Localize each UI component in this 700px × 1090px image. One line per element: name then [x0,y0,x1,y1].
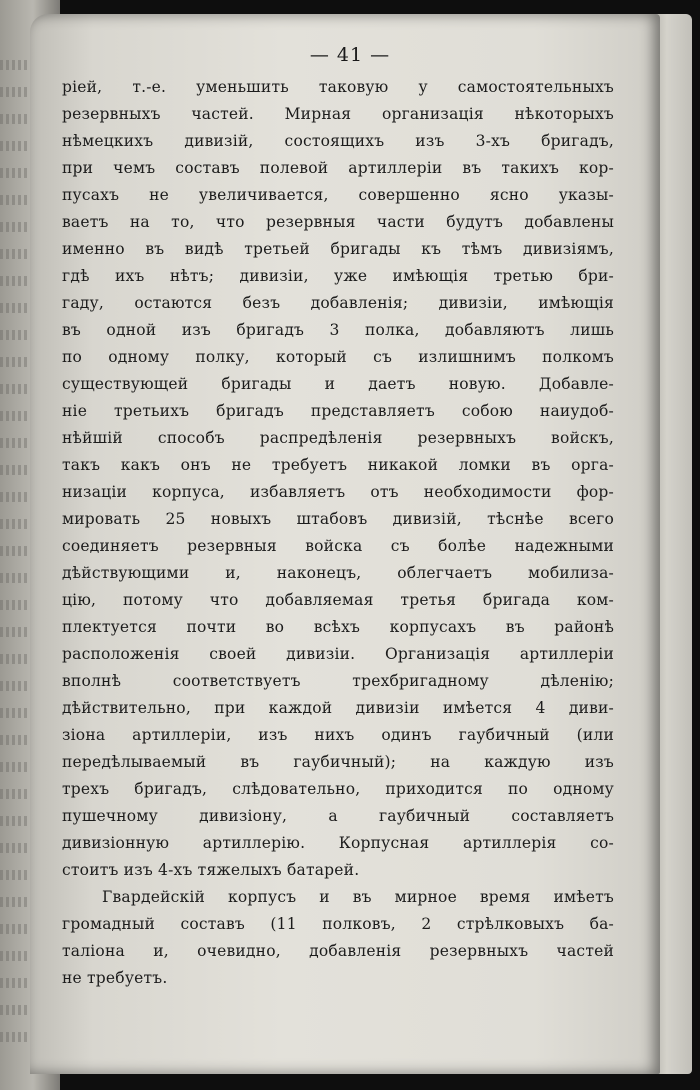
text-line: низаціи корпуса, избавляетъ отъ необходимости фор- [62,483,614,501]
text-line: нѣйшій способъ распредѣленія резервныхъ войскъ, [62,429,614,447]
text-line: громадный составъ (11 полковъ, 2 стрѣлковыхъ ба- [62,915,614,933]
text-line: пушечному дивизіону, а гаубичный составляетъ [62,807,614,825]
text-line: трехъ бригадъ, слѣдовательно, приходится по одному [62,780,614,798]
text-line: дѣйствительно, при каждой дивизіи имѣется 4 диви- [62,699,614,717]
text-line: стоитъ изъ 4-хъ тяжелыхъ батарей. [62,861,360,879]
page-body-text [62,74,614,992]
text-line: при чемъ составъ полевой артиллеріи въ такихъ кор- [62,159,614,177]
text-line: плектуется почти во всѣхъ корпусахъ въ районѣ [62,618,614,636]
text-line: въ одной изъ бригадъ 3 полка, добавляютъ лишь [62,321,614,339]
text-line: именно въ видѣ третьей бригады къ тѣмъ дивизіямъ, [62,240,614,258]
text-line: нѣмецкихъ дивизій, состоящихъ изъ 3-хъ бригадъ, [62,132,614,150]
text-line: гаду, остаются безъ добавленія; дивизіи, имѣющія [62,294,614,312]
text-line: гдѣ ихъ нѣтъ; дивизіи, уже имѣющія третью бри- [62,267,614,285]
text-line: такъ какъ онъ не требуетъ никакой ломки въ орга- [62,456,614,474]
text-line: ваетъ на то, что резервныя части будутъ добавлены [62,213,614,231]
text-line: зіона артиллеріи, изъ нихъ одинъ гаубичный (или [62,726,614,744]
text-line: дивизіонную артиллерію. Корпусная артиллерія со- [62,834,614,852]
page-number: — 41 — [309,44,391,66]
text-line: ніе третьихъ бригадъ представляетъ собою наиудоб- [62,402,614,420]
text-line: Гвардейскій корпусъ и въ мирное время имѣетъ [102,888,614,906]
text-line: соединяетъ резервныя войска съ болѣе надежными [62,537,614,555]
text-line: таліона и, очевидно, добавленія резервныхъ частей [62,942,614,960]
text-line: существующей бригады и даетъ новую. Добавле- [62,375,614,393]
text-line: по одному полку, который съ излишнимъ полкомъ [62,348,614,366]
text-line: пусахъ не увеличивается, совершенно ясно указы- [62,186,614,204]
text-line: вполнѣ соответствуетъ трехбригадному дѣленію; [62,672,614,690]
text-line: дѣйствующими и, наконецъ, облегчаетъ мобилиза- [62,564,614,582]
paragraph-1 [62,74,614,884]
paragraph-2 [62,884,614,992]
text-line: расположенія своей дивизіи. Организація артиллеріи [62,645,614,663]
text-line: резервныхъ частей. Мирная организація нѣкоторыхъ [62,105,614,123]
text-line: не требуетъ. [62,969,168,987]
text-line: ріей, т.-е. уменьшить таковую у самостоятельныхъ [62,78,614,96]
text-line: передѣлываемый въ гаубичный); на каждую изъ [62,753,614,771]
text-line: цію, потому что добавляемая третья бригада ком- [62,591,614,609]
text-line: мировать 25 новыхъ штабовъ дивизій, тѣснѣе всего [62,510,614,528]
